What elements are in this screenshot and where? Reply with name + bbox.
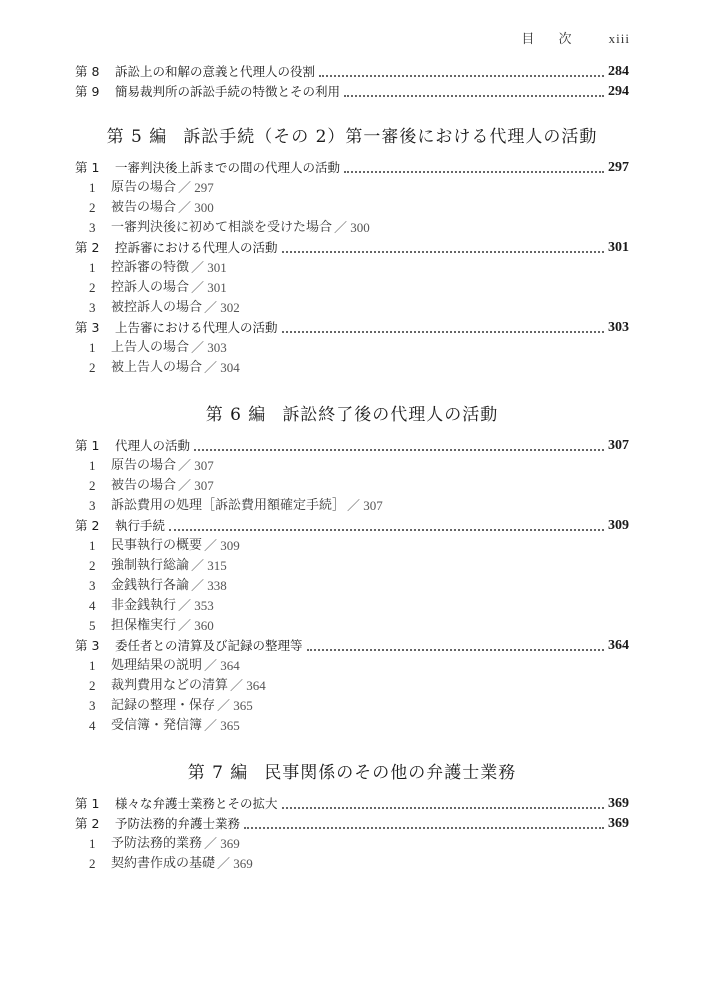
toc-subentry	[75, 358, 629, 378]
entry-number: 第 9	[75, 84, 100, 99]
toc-subentry	[75, 556, 629, 576]
entry-page-number: 369	[608, 796, 629, 811]
toc-entry	[75, 82, 629, 102]
toc-entry	[75, 238, 629, 258]
entry-page-number: 307	[608, 438, 629, 453]
toc-block	[75, 122, 629, 378]
subentry-page-number: ／ 364	[230, 678, 266, 693]
leader-dots	[307, 649, 604, 651]
entry-title: 代理人の活動	[115, 438, 191, 453]
subentry-number: 3	[89, 220, 96, 235]
subentry-page-number: ／ 315	[191, 558, 227, 573]
subentry-title: 記録の整理・保存	[111, 698, 216, 713]
subentry-number: 1	[89, 260, 96, 275]
toc-subentry	[75, 596, 629, 616]
leader-dots	[282, 251, 604, 253]
subentry-title: 処理結果の説明	[111, 658, 203, 673]
toc-subentry	[75, 834, 629, 854]
entry-title: 予防法務的弁護士業務	[115, 816, 241, 831]
subentry-page-number: ／ 300	[178, 200, 214, 215]
entry-page-number: 297	[608, 160, 629, 175]
subentry-page-number: ／ 360	[178, 618, 214, 633]
subentry-page-number: ／ 297	[178, 180, 214, 195]
entry-page-number: 309	[608, 518, 629, 533]
subentry-page-number: ／ 369	[217, 856, 253, 871]
entry-title: 一審判決後上訴までの間の代理人の活動	[115, 160, 341, 175]
toc-subentry	[75, 198, 629, 218]
subentry-page-number: ／ 369	[204, 836, 240, 851]
leader-dots	[344, 95, 604, 97]
entry-page-number: 301	[608, 240, 629, 255]
part-number: 第 5 編	[106, 127, 168, 147]
subentry-title: 原告の場合	[111, 180, 177, 195]
entry-title: 委任者との清算及び記録の整理等	[115, 638, 303, 653]
toc-entry	[75, 794, 629, 814]
subentry-number: 4	[89, 598, 96, 613]
subentry-title: 被告の場合	[111, 478, 177, 493]
subentry-number: 1	[89, 538, 96, 553]
entry-page-number: 284	[608, 64, 629, 79]
toc-subentry	[75, 496, 629, 516]
subentry-title: 受信簿・発信簿	[111, 718, 203, 733]
toc-block	[75, 400, 629, 736]
subentry-number: 2	[89, 280, 96, 295]
subentry-number: 2	[89, 856, 96, 871]
entry-page-number: 369	[608, 816, 629, 831]
subentry-page-number: ／ 353	[178, 598, 214, 613]
entry-title: 訴訟上の和解の意義と代理人の役割	[115, 64, 316, 79]
toc-subentry	[75, 258, 629, 278]
subentry-page-number: ／ 365	[204, 718, 240, 733]
subentry-page-number: ／ 303	[191, 340, 227, 355]
entry-number: 第 8	[75, 64, 100, 79]
subentry-title: 控訴人の場合	[111, 280, 190, 295]
subentry-number: 2	[89, 478, 96, 493]
leader-dots	[319, 75, 604, 77]
subentry-number: 2	[89, 360, 96, 375]
subentry-number: 3	[89, 498, 96, 513]
subentry-page-number: ／ 338	[191, 578, 227, 593]
subentry-number: 3	[89, 300, 96, 315]
toc-subentry	[75, 456, 629, 476]
subentry-page-number: ／ 364	[204, 658, 240, 673]
subentry-title: 被上告人の場合	[111, 360, 203, 375]
subentry-number: 2	[89, 558, 96, 573]
entry-title: 上告審における代理人の活動	[115, 320, 278, 335]
subentry-title: 被告の場合	[111, 200, 177, 215]
toc-entry	[75, 158, 629, 178]
leader-dots	[244, 827, 604, 829]
toc-subentry	[75, 696, 629, 716]
subentry-title: 金銭執行各論	[111, 578, 190, 593]
toc-subentry	[75, 476, 629, 496]
subentry-page-number: ／ 307	[178, 458, 214, 473]
entry-page-number: 303	[608, 320, 629, 335]
toc-entry	[75, 62, 629, 82]
toc-subentry	[75, 676, 629, 696]
subentry-title: 被控訴人の場合	[111, 300, 203, 315]
leader-dots	[282, 331, 604, 333]
toc-block	[75, 62, 629, 102]
subentry-title: 裁判費用などの清算	[111, 678, 229, 693]
toc-subentry	[75, 278, 629, 298]
subentry-number: 1	[89, 836, 96, 851]
subentry-page-number: ／ 309	[204, 538, 240, 553]
subentry-title: 上告人の場合	[111, 340, 190, 355]
subentry-page-number: ／ 300	[334, 220, 370, 235]
subentry-page-number: ／ 307	[347, 498, 383, 513]
entry-number: 第 1	[75, 796, 100, 811]
entry-number: 第 1	[75, 160, 100, 175]
running-head-title: 目 次	[521, 32, 582, 47]
subentry-number: 2	[89, 678, 96, 693]
subentry-page-number: ／ 365	[217, 698, 253, 713]
toc-entry	[75, 814, 629, 834]
table-of-contents	[75, 62, 629, 874]
subentry-number: 5	[89, 618, 96, 633]
subentry-title: 予防法務的業務	[111, 836, 203, 851]
toc-subentry	[75, 576, 629, 596]
toc-subentry	[75, 178, 629, 198]
toc-subentry	[75, 616, 629, 636]
toc-subentry	[75, 536, 629, 556]
subentry-title: 契約書作成の基礎	[111, 856, 216, 871]
subentry-number: 2	[89, 200, 96, 215]
running-head-page-number: xiii	[608, 31, 630, 46]
entry-page-number: 364	[608, 638, 629, 653]
subentry-page-number: ／ 301	[191, 280, 227, 295]
leader-dots	[282, 807, 604, 809]
toc-subentry	[75, 218, 629, 238]
part-heading	[75, 400, 629, 430]
leader-dots	[169, 529, 604, 531]
toc-entry	[75, 318, 629, 338]
toc-entry	[75, 516, 629, 536]
subentry-title: 訴訟費用の処理［訴訟費用額確定手続］	[111, 498, 346, 513]
toc-entry	[75, 436, 629, 456]
subentry-title: 民事執行の概要	[111, 538, 203, 553]
subentry-title: 担保権実行	[111, 618, 177, 633]
subentry-number: 1	[89, 458, 96, 473]
entry-number: 第 2	[75, 518, 100, 533]
part-heading	[75, 758, 629, 788]
subentry-page-number: ／ 301	[191, 260, 227, 275]
entry-number: 第 3	[75, 638, 100, 653]
subentry-title: 非金銭執行	[111, 598, 177, 613]
part-title: 訴訟終了後の代理人の活動	[282, 405, 499, 425]
toc-subentry	[75, 338, 629, 358]
subentry-title: 控訴審の特徴	[111, 260, 190, 275]
part-number: 第 7 編	[187, 763, 249, 783]
entry-number: 第 1	[75, 438, 100, 453]
entry-page-number: 294	[608, 84, 629, 99]
toc-entry	[75, 636, 629, 656]
entry-title: 簡易裁判所の訴訟手続の特徴とその利用	[115, 84, 341, 99]
toc-subentry	[75, 298, 629, 318]
leader-dots	[194, 449, 604, 451]
part-title: 訴訟手続（その 2）第一審後における代理人の活動	[183, 127, 598, 147]
subentry-page-number: ／ 302	[204, 300, 240, 315]
entry-title: 控訴審における代理人の活動	[115, 240, 278, 255]
part-title: 民事関係のその他の弁護士業務	[264, 763, 517, 783]
toc-subentry	[75, 716, 629, 736]
running-head	[521, 28, 630, 47]
subentry-number: 4	[89, 718, 96, 733]
toc-subentry	[75, 854, 629, 874]
subentry-page-number: ／ 307	[178, 478, 214, 493]
subentry-title: 強制執行総論	[111, 558, 190, 573]
entry-title: 執行手続	[115, 518, 166, 533]
entry-number: 第 3	[75, 320, 100, 335]
leader-dots	[344, 171, 604, 173]
entry-title: 様々な弁護士業務とその拡大	[115, 796, 278, 811]
subentry-number: 1	[89, 658, 96, 673]
subentry-number: 3	[89, 698, 96, 713]
toc-block	[75, 758, 629, 874]
subentry-number: 3	[89, 578, 96, 593]
toc-subentry	[75, 656, 629, 676]
subentry-number: 1	[89, 180, 96, 195]
subentry-page-number: ／ 304	[204, 360, 240, 375]
part-number: 第 6 編	[205, 405, 267, 425]
entry-number: 第 2	[75, 240, 100, 255]
subentry-number: 1	[89, 340, 96, 355]
entry-number: 第 2	[75, 816, 100, 831]
part-heading	[75, 122, 629, 152]
subentry-title: 一審判決後に初めて相談を受けた場合	[111, 220, 333, 235]
subentry-title: 原告の場合	[111, 458, 177, 473]
